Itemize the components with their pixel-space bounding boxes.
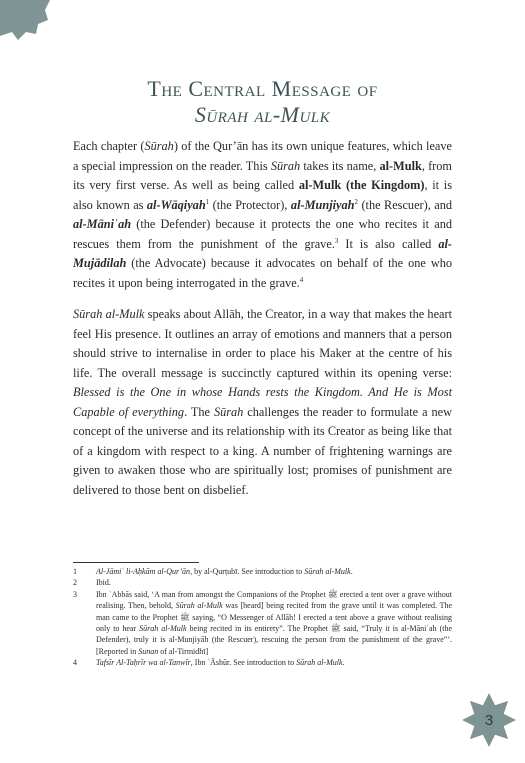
chapter-title-line-1: The Central Message of	[147, 76, 378, 101]
footnote-text: Tafsīr Al-Taḥrīr wa al-Tanwīr, Ibn ʿĀshūr. See introduction to Sūrah al-Mulk.	[96, 658, 345, 668]
chapter-title	[0, 76, 525, 128]
footnote-3	[73, 589, 452, 657]
footnote-text: Ibid.	[96, 578, 111, 588]
footnote-number: 2	[73, 578, 77, 588]
page-number: 3	[484, 711, 494, 729]
body-text	[73, 137, 452, 512]
footnote-1	[73, 566, 452, 577]
footnotes	[73, 566, 452, 669]
footnote-number: 4	[73, 658, 77, 668]
footnote-text: Ibn ʿAbbās said, ‘A man from amongst the Companions of the Prophet ﷺ erected a tent over a grave without realising. Then, behold, Sūrah al-Mulk was [heard] being recited from the grave until it was completed. The man came to the Prophet ﷺ saying, “O Messenger of Allāh! I erected a tent above a grave without realising only to hear Sūrah al-Mulk being recited in its entirety”. The Prophet ﷺ said, “Truly it is al-Māniʿah (the Defender), truly it is al-Munjiyāh (the Rescuer), rescuing the person from the punishment of the grave”’. [Reported in Sunan of al-Tirmidhī]	[96, 589, 453, 656]
footnote-4	[73, 657, 452, 668]
footnote-ref-4[interactable]: 4	[299, 275, 304, 284]
footnote-2	[73, 577, 452, 588]
footnote-separator	[73, 562, 199, 563]
footnote-text: Al-Jāmiʿ li-Aḥkām al-Qur’ān, by al-Qurṭubī. See introduction to Sūrah al-Mulk.	[96, 567, 353, 576]
paragraph-1: Each chapter (Sūrah) of the Qur’ān has its own unique features, which leave a special impression on the reader. This Sūrah takes its name, al-Mulk, from its very first verse. As well as being called al-Mulk (the Kingdom), it is also known as al-Wāqiyah$^1$ (the Protector), al-Munjiyah$^2$ (the Rescuer), and al-Māniʿah (the Defender) because it protects the one who recites it and rescues them from the punishment of the grave.$^3$ It is also called al-Mujādilah (the Advocate) because it advocates on behalf of the one who recites it upon being interrogated in the grave.$^4$	[73, 139, 453, 290]
footnote-number: 3	[73, 589, 77, 599]
chapter-title-line-2: Sūrah al-Mulk	[194, 102, 331, 127]
footnote-ref-1[interactable]: 1	[205, 197, 210, 206]
footnote-number: 1	[73, 567, 77, 576]
corner-star-ornament	[0, 0, 50, 46]
paragraph-2: Sūrah al-Mulk speaks about Allāh, the Creator, in a way that makes the heart feel His presence. It outlines an array of emotions and manners that a person should strive to internalise in order to place his Maker at the centre of his life. The overall message is succinctly captured within its opening verse: Blessed is the One in whose Hands rests the Kingdom. And He is Most Capable of everything. The Sūrah challenges the reader to formulate a new concept of the universe and its relationship with its Creator as being like that of a kingdom with respect to a king. A number of frightening warnings are given to awaken those who are spiritually lost; promises of punishment are delivered to those bent on disbelief.	[73, 307, 452, 497]
footnote-ref-3[interactable]: 3	[334, 236, 339, 245]
footnote-ref-2[interactable]: 2	[354, 197, 358, 206]
